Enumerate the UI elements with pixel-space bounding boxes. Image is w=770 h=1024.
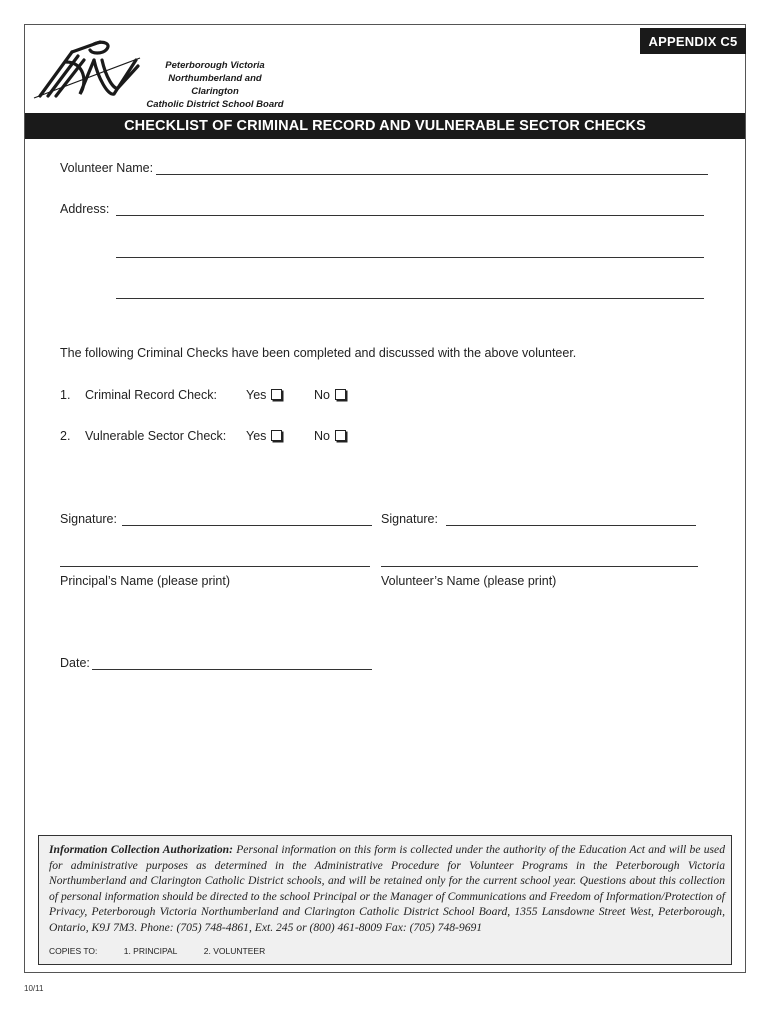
- check-2-yes-label: Yes: [246, 429, 267, 443]
- check-2-no-checkbox[interactable]: [335, 430, 346, 441]
- check-2-no-label: No: [314, 429, 330, 443]
- form-title: CHECKLIST OF CRIMINAL RECORD AND VULNERABLE SECTOR CHECKS: [25, 113, 745, 139]
- volunteer-name-print-label: Volunteer’s Name (please print): [381, 574, 557, 588]
- copies-to-label: COPIES TO:: [49, 946, 98, 956]
- check-1-yes-option[interactable]: [246, 388, 282, 402]
- appendix-label: APPENDIX C5: [640, 28, 746, 54]
- check-2-no-option[interactable]: [314, 429, 346, 443]
- notice-text: [49, 842, 725, 936]
- revision-date: 10/11: [24, 984, 44, 993]
- volunteer-signature-field[interactable]: [446, 525, 696, 526]
- check-1-label: Criminal Record Check:: [85, 388, 217, 402]
- copy-principal: 1. PRINCIPAL: [123, 946, 178, 956]
- notice-body: Personal information on this form is collected under the authority of the Education Act and will be used for administrative purposes as determined in the Administrative Procedure for Volunteer Programs in the Peterborough Victoria Northumberland and Clarington Catholic District schools, and will be retained only for the current school year. Questions about this collection of personal information should be directed to the school Principal or the Manager of Communications and Freedom of Information/Protection of Privacy, Peterborough Victoria Northumberland and Clarington Catholic District School Board, 1355 Lansdowne Street West, Peterborough, Ontario, K9J 7M3. Phone: (705) 748-4861, Ext. 245 or (800) 461-8009 Fax: (705) 748-9691: [49, 843, 726, 934]
- check-1-no-option[interactable]: [314, 388, 346, 402]
- board-name-line-1: Peterborough Victoria: [165, 60, 265, 71]
- check-1-yes-checkbox[interactable]: [271, 389, 282, 400]
- intro-text: The following Criminal Checks have been completed and discussed with the above volunteer.: [60, 346, 577, 360]
- address-field-line-3[interactable]: [116, 298, 704, 299]
- principal-name-label: Principal’s Name (please print): [60, 574, 230, 588]
- copies-to: [49, 946, 289, 956]
- check-1-no-checkbox[interactable]: [335, 389, 346, 400]
- check-2-label: Vulnerable Sector Check:: [85, 429, 227, 443]
- principal-name-field[interactable]: [60, 566, 370, 567]
- check-2-yes-checkbox[interactable]: [271, 430, 282, 441]
- check-1-yes-label: Yes: [246, 388, 267, 402]
- check-2-number: 2.: [60, 429, 71, 443]
- address-label: Address:: [60, 202, 110, 216]
- board-name-line-3: Catholic District School Board: [146, 99, 284, 110]
- principal-signature-label: Signature:: [60, 512, 117, 526]
- date-label: Date:: [60, 656, 90, 670]
- check-2-yes-option[interactable]: [246, 429, 282, 443]
- school-board-name: [145, 59, 285, 111]
- date-field[interactable]: [92, 669, 372, 670]
- volunteer-name-print-field[interactable]: [381, 566, 698, 567]
- check-1-number: 1.: [60, 388, 71, 402]
- board-name-line-2: Northumberland and Clarington: [168, 73, 262, 97]
- volunteer-name-field[interactable]: [156, 174, 708, 175]
- information-collection-notice: [38, 835, 732, 965]
- school-board-logo: [32, 38, 142, 100]
- volunteer-name-label: Volunteer Name:: [60, 161, 154, 175]
- notice-heading: Information Collection Authorization:: [49, 843, 233, 856]
- check-1-no-label: No: [314, 388, 330, 402]
- address-field-line-2[interactable]: [116, 257, 704, 258]
- principal-signature-field[interactable]: [122, 525, 372, 526]
- copy-volunteer: 2. VOLUNTEER: [203, 946, 266, 956]
- volunteer-signature-label: Signature:: [381, 512, 438, 526]
- address-field-line-1[interactable]: [116, 215, 704, 216]
